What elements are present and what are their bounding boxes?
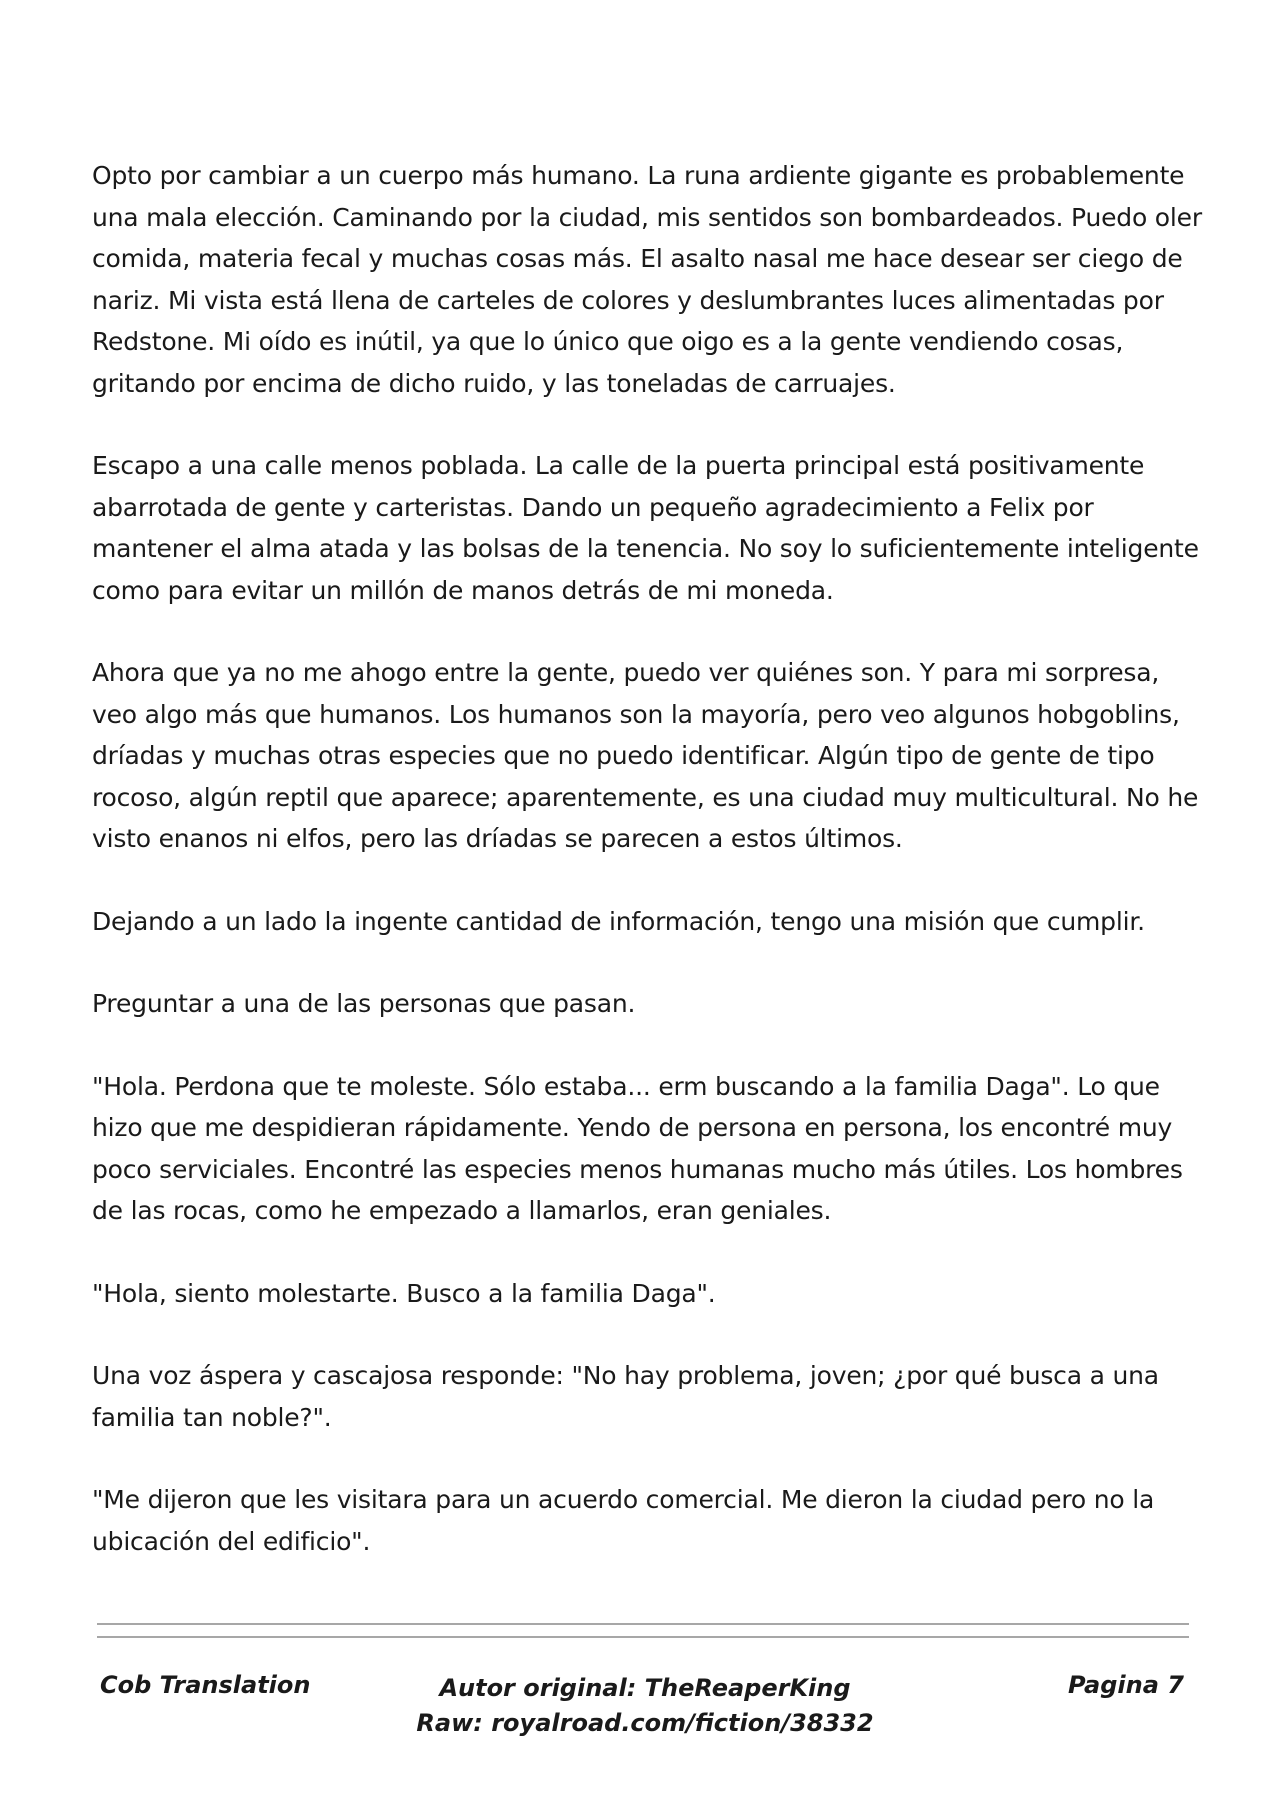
paragraph-4: Dejando a un lado la ingente cantidad de información, tengo una misión que cumplir. (92, 906, 1145, 936)
paragraph-3: Ahora que ya no me ahogo entre la gente, puedo ver quiénes son. Y para mi sorpresa, veo algo más que humanos. Los humanos son la mayoría, pero veo algunos hobgoblins, dríadas y muchas otras especies que no puedo identificar. Algún tipo de gente de tipo rocoso, algún reptil que aparece; aparentemente, es una ciudad muy multicultural. No he visto enanos ni elfos, pero las dríadas se parecen a estos últimos. (92, 658, 1199, 853)
footer-page-number: Pagina 7 (1068, 1671, 1184, 1699)
paragraph-6: "Hola. Perdona que te moleste. Sólo estaba... erm buscando a la familia Daga". Lo que hizo que me despidieran rápidamente. Yendo de persona en persona, los encontré muy poco serviciales. Encontré las especies menos humanas mucho más útiles. Los hombres de las rocas, como he empezado a llamarlos, eran geniales. (92, 1071, 1183, 1225)
body-text (92, 155, 1202, 1603)
paragraph-7: "Hola, siento molestarte. Busco a la familia Daga". (92, 1278, 716, 1308)
footer-divider-top (97, 1623, 1189, 1625)
paragraph-1: Opto por cambiar a un cuerpo más humano. La runa ardiente gigante es probablemente una mala elección. Caminando por la ciudad, mis sentidos son bombardeados. Puedo oler comida, materia fecal y muchas cosas más. El asalto nasal me hace desear ser ciego de nariz. Mi vista está llena de carteles de colores y deslumbrantes luces alimentadas por Redstone. Mi oído es inútil, ya que lo único que oigo es a la gente vendiendo cosas, gritando por encima de dicho ruido, y las toneladas de carruajes. (92, 161, 1202, 398)
footer-author: Autor original: TheReaperKing (439, 1674, 851, 1702)
paragraph-2: Escapo a una calle menos poblada. La calle de la puerta principal está positivamente abarrotada de gente y carteristas. Dando un pequeño agradecimiento a Felix por mantener el alma atada y las bolsas de la tenencia. No soy lo suficientemente inteligente como para evitar un millón de manos detrás de mi moneda. (92, 451, 1199, 605)
paragraph-9: "Me dijeron que les visitara para un acuerdo comercial. Me dieron la ciudad pero no la ubicación del edificio". (92, 1485, 1155, 1556)
footer-raw-source: Raw: royalroad.com/fiction/38332 (416, 1709, 874, 1737)
paragraph-5: Preguntar a una de las personas que pasan. (92, 989, 636, 1018)
footer-credits (400, 1671, 890, 1741)
paragraph-8: Una voz áspera y cascajosa responde: "No hay problema, joven; ¿por qué busca a una familia tan noble?". (92, 1361, 1159, 1432)
footer-divider-bottom (97, 1636, 1189, 1638)
footer-translator: Cob Translation (100, 1671, 311, 1699)
